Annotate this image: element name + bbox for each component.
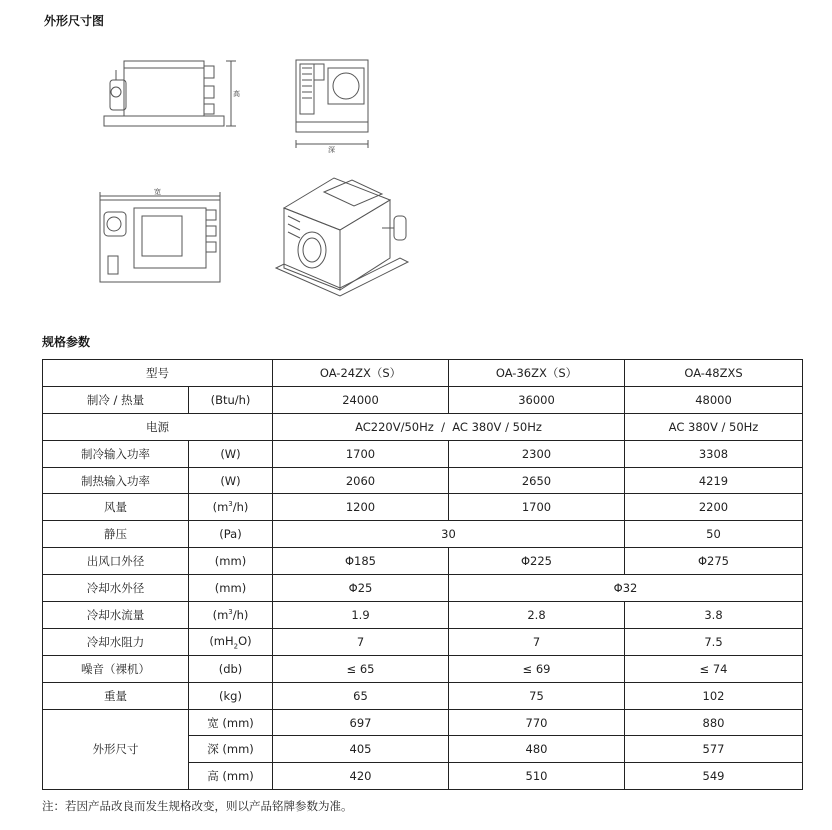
cell-value: 65 bbox=[273, 682, 449, 709]
row-unit: (Pa) bbox=[189, 521, 273, 548]
table-row bbox=[43, 413, 803, 440]
cell-value: 1700 bbox=[449, 494, 625, 521]
table-row bbox=[43, 655, 803, 682]
row-label: 冷却水外径 bbox=[43, 575, 189, 602]
footnote: 注：若因产品改良而发生规格改变，则以产品铭牌参数为准。 bbox=[42, 799, 353, 813]
row-unit: (mm) bbox=[189, 548, 273, 575]
cell-value: 510 bbox=[449, 763, 625, 790]
model-2: OA-36ZX（S） bbox=[449, 360, 625, 387]
row-label: 电源 bbox=[43, 413, 273, 440]
model-1: OA-24ZX（S） bbox=[273, 360, 449, 387]
cell-value: 2200 bbox=[625, 494, 803, 521]
cell-value: 1.9 bbox=[273, 602, 449, 629]
spec-table-title: 规格参数 bbox=[42, 335, 91, 349]
row-unit: $(m^3/h)$ bbox=[189, 602, 273, 629]
row-label: 制热输入功率 bbox=[43, 467, 189, 494]
row-label: 冷却水流量 bbox=[43, 602, 189, 629]
table-row bbox=[43, 628, 803, 655]
cell-value: Φ275 bbox=[625, 548, 803, 575]
spec-table bbox=[42, 359, 803, 790]
row-label: 外形尺寸 bbox=[43, 709, 189, 790]
table-header-row bbox=[43, 360, 803, 387]
cell-value: 3308 bbox=[625, 440, 803, 467]
cell-value: 405 bbox=[273, 736, 449, 763]
table-row bbox=[43, 709, 803, 736]
row-unit: $(m^3/h)$ bbox=[189, 494, 273, 521]
cell-value: 577 bbox=[625, 736, 803, 763]
table-row bbox=[43, 494, 803, 521]
cell-value: 2650 bbox=[449, 467, 625, 494]
row-unit: (W) bbox=[189, 467, 273, 494]
row-label: 静压 bbox=[43, 521, 189, 548]
cell-value: Φ225 bbox=[449, 548, 625, 575]
cell-value: 48000 bbox=[625, 386, 803, 413]
depth-label: 深 bbox=[328, 146, 335, 154]
row-label: 制冷 / 热量 bbox=[43, 386, 189, 413]
row-label: 制冷输入功率 bbox=[43, 440, 189, 467]
row-label: 冷却水阻力 bbox=[43, 628, 189, 655]
cell-value: 480 bbox=[449, 736, 625, 763]
cell-value: 697 bbox=[273, 709, 449, 736]
cell-value: 4219 bbox=[625, 467, 803, 494]
top-view-drawing bbox=[96, 186, 226, 291]
front-view-drawing bbox=[96, 56, 246, 146]
height-label: 高 bbox=[233, 90, 240, 98]
cell-value: 75 bbox=[449, 682, 625, 709]
side-view-drawing bbox=[292, 56, 382, 156]
cell-value: ≤ 65 bbox=[273, 655, 449, 682]
cell-value: 1200 bbox=[273, 494, 449, 521]
cell-value: 7 bbox=[449, 628, 625, 655]
cell-value: 3.8 bbox=[625, 602, 803, 629]
cell-value: 7.5 bbox=[625, 628, 803, 655]
table-row bbox=[43, 682, 803, 709]
table-row bbox=[43, 521, 803, 548]
cell-value: 102 bbox=[625, 682, 803, 709]
cell-value: 30 bbox=[273, 521, 625, 548]
cell-value: 549 bbox=[625, 763, 803, 790]
row-unit: (mm) bbox=[189, 575, 273, 602]
cell-value: 36000 bbox=[449, 386, 625, 413]
cell-value: 2.8 bbox=[449, 602, 625, 629]
row-unit: (W) bbox=[189, 440, 273, 467]
table-row bbox=[43, 548, 803, 575]
dimension-drawing-title: 外形尺寸图 bbox=[44, 14, 105, 28]
model-label: 型号 bbox=[43, 360, 273, 387]
row-label: 出风口外径 bbox=[43, 548, 189, 575]
table-row bbox=[43, 602, 803, 629]
row-unit: 宽 (mm) bbox=[189, 709, 273, 736]
width-label: 宽 bbox=[154, 188, 161, 196]
cell-value: ≤ 74 bbox=[625, 655, 803, 682]
cell-value: 24000 bbox=[273, 386, 449, 413]
row-unit: 高 (mm) bbox=[189, 763, 273, 790]
cell-value: 50 bbox=[625, 521, 803, 548]
cell-value: Φ32 bbox=[449, 575, 803, 602]
cell-value: AC220V/50Hz / AC 380V / 50Hz bbox=[273, 413, 625, 440]
cell-value: 420 bbox=[273, 763, 449, 790]
row-unit: $(mH_2O)$ bbox=[189, 628, 273, 655]
cell-value: 880 bbox=[625, 709, 803, 736]
cell-value: ≤ 69 bbox=[449, 655, 625, 682]
cell-value: 7 bbox=[273, 628, 449, 655]
table-row bbox=[43, 386, 803, 413]
table-row bbox=[43, 440, 803, 467]
cell-value: 2300 bbox=[449, 440, 625, 467]
cell-value: AC 380V / 50Hz bbox=[625, 413, 803, 440]
row-unit: (Btu/h) bbox=[189, 386, 273, 413]
row-unit: (db) bbox=[189, 655, 273, 682]
row-label: 重量 bbox=[43, 682, 189, 709]
row-unit: (kg) bbox=[189, 682, 273, 709]
table-row bbox=[43, 575, 803, 602]
row-label: 噪音（裸机） bbox=[43, 655, 189, 682]
isometric-view-drawing bbox=[272, 172, 422, 302]
model-3: OA-48ZXS bbox=[625, 360, 803, 387]
row-label: 风量 bbox=[43, 494, 189, 521]
table-row bbox=[43, 467, 803, 494]
cell-value: 1700 bbox=[273, 440, 449, 467]
cell-value: Φ25 bbox=[273, 575, 449, 602]
row-unit: 深 (mm) bbox=[189, 736, 273, 763]
cell-value: 770 bbox=[449, 709, 625, 736]
cell-value: 2060 bbox=[273, 467, 449, 494]
cell-value: Φ185 bbox=[273, 548, 449, 575]
